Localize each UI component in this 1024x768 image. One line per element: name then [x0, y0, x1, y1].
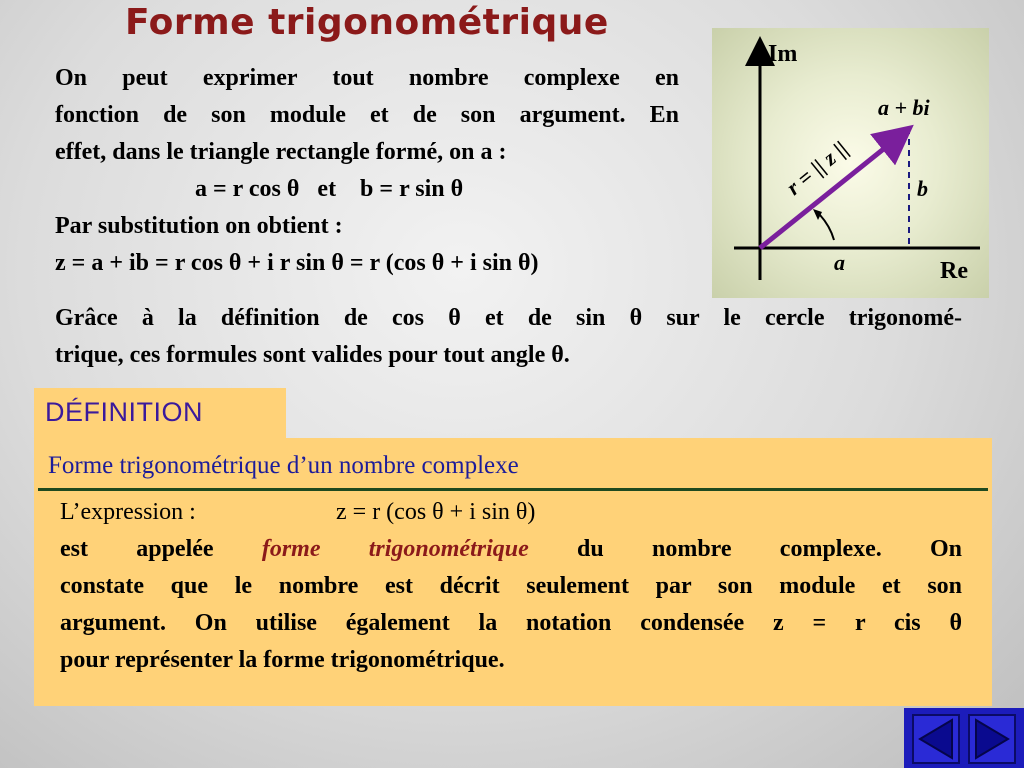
definition-divider — [38, 488, 988, 491]
vector-label: r = || z || — [781, 135, 853, 200]
expression-line — [60, 494, 962, 531]
expression-label: L’expression : — [60, 499, 196, 525]
next-slide-button[interactable] — [968, 714, 1016, 764]
definition-tab — [34, 388, 286, 440]
leg-a-label: a — [834, 250, 845, 275]
definition-line-3: argument. On utilise également la notation condensée z = r cis θ — [60, 610, 962, 636]
definition-line-2: constate que le nombre est décrit seulement par son module et son — [60, 573, 962, 599]
intro-line-5: Par substitution on obtient : — [55, 213, 343, 239]
definition-box — [34, 438, 992, 706]
intro-line-3: effet, dans le triangle rectangle formé, on a : — [55, 139, 507, 165]
point-label: a + bi — [878, 95, 930, 120]
intro-line-2: fonction de son module et de son argument. En — [55, 102, 679, 128]
right-arrow-icon — [970, 716, 1014, 762]
definition-tab-label: DÉFINITION — [45, 397, 203, 427]
definition-line-1-start: est appelée — [60, 536, 214, 562]
validity-line-1: Grâce à la définition de cos θ et de sin θ sur le cercle trigonomé- — [55, 305, 962, 331]
equation-a-b: a = r cos θ et b = r sin θ — [195, 176, 464, 202]
definition-line-1-end: du nombre complexe. On — [577, 536, 963, 562]
im-label: Im — [768, 41, 798, 67]
page-title: Forme trigonométrique — [125, 2, 609, 43]
leg-b-label: b — [917, 176, 928, 201]
definition-body — [60, 494, 962, 679]
slide-navigation — [904, 708, 1024, 768]
validity-paragraph — [55, 300, 962, 374]
intro-line-1: On peut exprimer tout nombre complexe en — [55, 65, 679, 91]
complex-plane-diagram — [712, 28, 989, 298]
left-arrow-icon — [914, 716, 958, 762]
definition-term: forme trigonométrique — [261, 536, 529, 562]
definition-line-4: pour représenter la forme trigonométrique. — [60, 647, 505, 673]
re-label: Re — [940, 258, 968, 284]
complex-plane-svg — [712, 28, 989, 298]
expression-formula: z = r (cos θ + i sin θ) — [336, 499, 536, 525]
angle-arrow-icon — [813, 209, 822, 220]
previous-slide-button[interactable] — [912, 714, 960, 764]
definition-line-1 — [60, 531, 962, 568]
validity-line-2: trique, ces formules sont valides pour tout angle θ. — [55, 342, 570, 368]
equation-z: z = a + ib = r cos θ + i r sin θ = r (cos θ + i sin θ) — [55, 250, 539, 276]
angle-arc — [820, 215, 834, 240]
intro-paragraph — [55, 60, 679, 282]
definition-heading: Forme trigonométrique d’un nombre complexe — [48, 452, 519, 479]
